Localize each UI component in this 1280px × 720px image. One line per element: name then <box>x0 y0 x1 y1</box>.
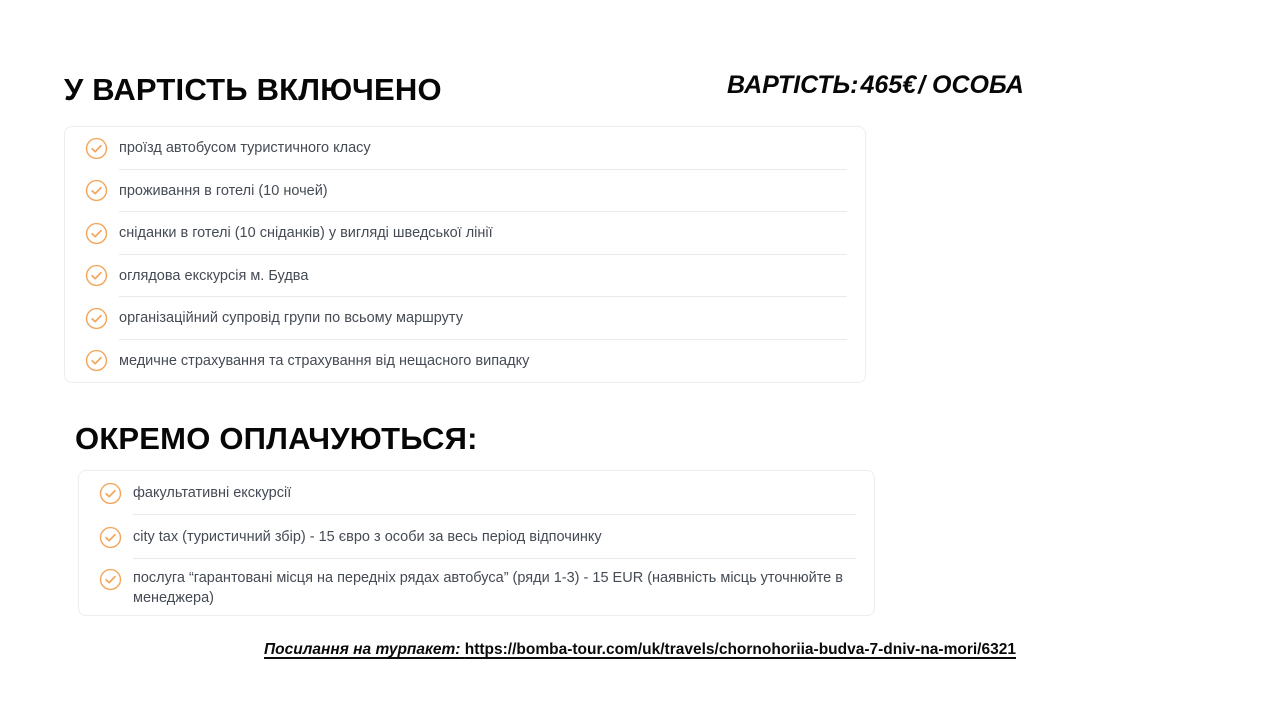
tour-package-link[interactable]: https://bomba-tour.com/uk/travels/chornohoriia-budva-7-dniv-na-mori/6321 <box>464 641 1016 658</box>
extras-list-card <box>78 470 875 616</box>
list-item <box>79 559 874 618</box>
list-item-label: city tax (туристичний збір) - 15 євро з особи за весь період відпочинку <box>133 529 602 545</box>
check-circle-icon <box>99 482 122 505</box>
price-unit: / ОСОБА <box>918 71 1024 99</box>
check-circle-icon <box>99 526 122 549</box>
included-list-card <box>64 126 866 383</box>
check-circle-icon <box>85 307 108 330</box>
price-label: ВАРТІСТЬ: <box>727 71 859 99</box>
list-item <box>79 471 874 515</box>
list-item-label: оглядова екскурсія м. Будва <box>119 267 309 284</box>
list-item-label: проживання в готелі (10 ночей) <box>119 182 328 199</box>
list-item <box>65 212 865 255</box>
list-item-label: сніданки в готелі (10 сніданків) у вигляді шведської лінії <box>119 225 493 242</box>
check-circle-icon <box>99 568 122 591</box>
extras-title: ОКРЕМО ОПЛАЧУЮТЬСЯ: <box>75 421 478 456</box>
list-item-label: послуга “гарантовані місця на передніх рядах автобуса” (ряди 1-3) - 15 EUR (наявність місць уточнюйте в менеджера) <box>133 570 843 606</box>
check-circle-icon <box>85 349 108 372</box>
list-item-label: медичне страхування та страхування від нещасного випадку <box>119 352 530 369</box>
price-value: 465€ <box>860 71 917 99</box>
check-circle-icon <box>85 137 108 160</box>
footer-label: Посилання на турпакет: <box>264 641 461 658</box>
list-item <box>65 127 865 170</box>
footer-link-line <box>0 641 1280 659</box>
list-item-label: проїзд автобусом туристичного класу <box>119 140 371 157</box>
check-circle-icon <box>85 264 108 287</box>
included-title: У ВАРТІСТЬ ВКЛЮЧЕНО <box>64 72 442 107</box>
price-text <box>727 71 1024 100</box>
list-item-label: факультативні екскурсії <box>133 485 292 501</box>
list-item <box>65 297 865 340</box>
list-item <box>65 255 865 298</box>
list-item <box>65 340 865 383</box>
check-circle-icon <box>85 222 108 245</box>
list-item <box>65 170 865 213</box>
list-item <box>79 515 874 559</box>
check-circle-icon <box>85 179 108 202</box>
list-item-label: організаційний супровід групи по всьому маршруту <box>119 310 463 327</box>
